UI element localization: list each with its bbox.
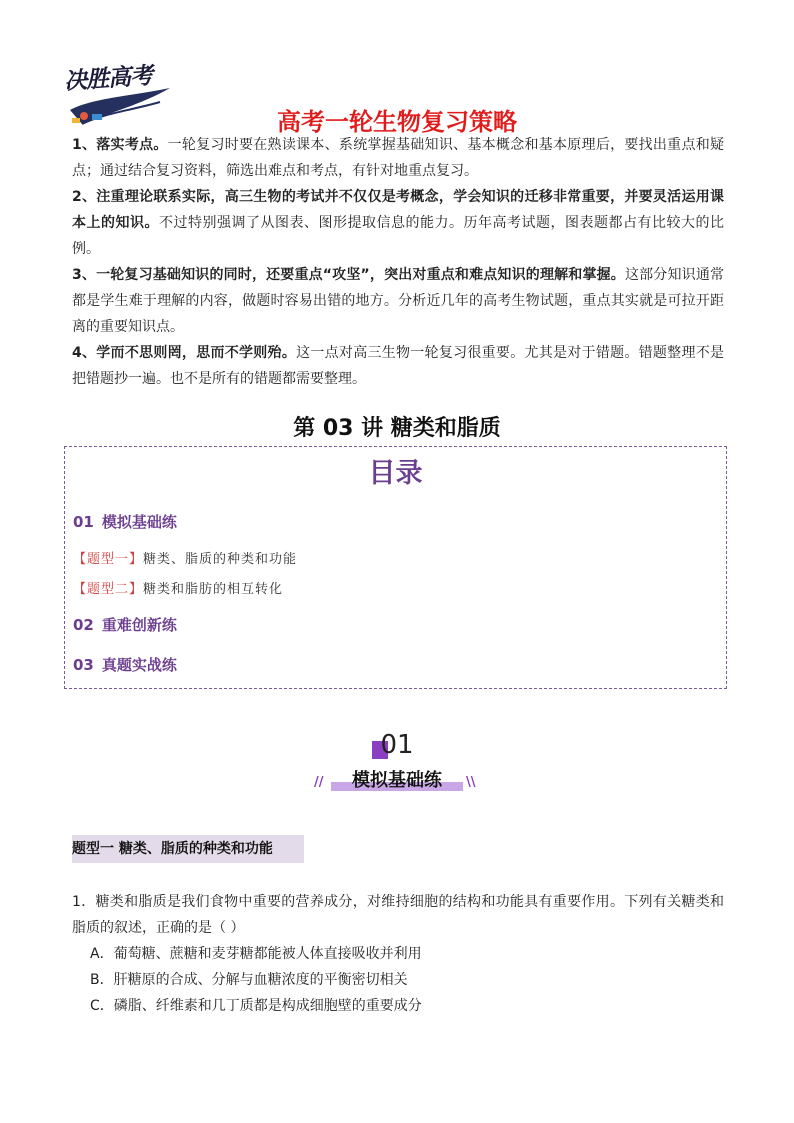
lesson-title: 第 03 讲 糖类和脂质 <box>293 416 501 441</box>
section-title: 模拟基础练 <box>352 770 442 791</box>
question-option-b[interactable]: B．肝糖原的合成、分解与血糖浓度的平衡密切相关 <box>90 972 408 988</box>
toc-section-basic[interactable] <box>73 511 177 532</box>
section-left-mark: // <box>314 775 324 790</box>
toc-subitem-label: 糖类、脂质的种类和功能 <box>143 552 298 567</box>
section-right-mark: \\ <box>466 775 476 790</box>
strategy-item-lead: 3、一轮复习基础知识的同时，还要重点“攻坚”，突出对重点和难点知识的理解和掌握。 <box>72 267 625 283</box>
strategy-item-text: 这部分知识通常都是学生难于理解的内容，做题时容易出错的地方。分析近几年的高考生物试题，重点其实就是可拉开距离的重要知识点。 <box>72 267 724 335</box>
toc-subitem-tag: 【题型二】 <box>73 582 144 597</box>
toc-title: 目录 <box>368 458 423 489</box>
section-number: 01 <box>380 730 414 760</box>
toc-section-real-exam[interactable] <box>73 654 177 675</box>
toc-section-number: 03 <box>73 656 94 674</box>
strategy-item-lead: 4、学而不思则罔，思而不学则殆。 <box>72 345 297 361</box>
logo-text: 决胜高考 <box>63 61 153 96</box>
strategy-item <box>72 184 724 262</box>
strategy-item-text: 一轮复习时要在熟读课本、系统掌握基础知识、基本概念和基本原理后，要找出重点和疑点；通过结合复习资料，筛选出难点和考点，有针对地重点复习。 <box>72 137 724 179</box>
question-option-a[interactable]: A．葡萄糖、蔗糖和麦芽糖都能被人体直接吸收并利用 <box>90 946 422 962</box>
strategy-item <box>72 340 724 392</box>
question-stem: 1．糖类和脂质是我们食物中重要的营养成分，对维持细胞的结构和功能具有重要作用。下列有关糖类和脂质的叙述，正确的是（ ） <box>72 894 724 936</box>
toc-subitem-type2[interactable] <box>73 578 283 597</box>
toc-subitem-tag: 【题型一】 <box>73 552 144 567</box>
toc-section-advanced[interactable] <box>73 614 177 635</box>
strategy-list <box>72 132 724 392</box>
page-title: 高考一轮生物复习策略 <box>277 108 517 136</box>
question-option-c[interactable]: C．磷脂、纤维素和几丁质都是构成细胞壁的重要成分 <box>90 998 422 1014</box>
toc-subitem-type1[interactable] <box>73 548 297 567</box>
table-of-contents <box>64 446 727 689</box>
question-type-heading: 题型一 糖类、脂质的种类和功能 <box>72 835 304 863</box>
toc-section-number: 02 <box>73 616 94 634</box>
question-1 <box>72 889 724 1019</box>
strategy-item-text: 不过特别强调了从图表、图形提取信息的能力。历年高考试题，图表题都占有比较大的比例。 <box>72 215 724 257</box>
toc-section-label: 真题实战练 <box>101 656 177 674</box>
strategy-item-text: 这一点对高三生物一轮复习很重要。尤其是对于错题。错题整理不是把错题抄一遍。也不是所有的错题都需要整理。 <box>72 345 725 387</box>
toc-subitem-label: 糖类和脂肪的相互转化 <box>143 582 284 597</box>
strategy-item <box>72 262 724 340</box>
toc-section-label: 模拟基础练 <box>101 513 177 531</box>
strategy-item-lead: 1、落实考点。 <box>72 137 168 153</box>
strategy-item <box>72 132 724 184</box>
toc-section-number: 01 <box>73 513 94 531</box>
toc-section-label: 重难创新练 <box>101 616 177 634</box>
strategy-item-lead: 2、注重理论联系实际，高三生物的考试并不仅仅是考概念，学会知识的迁移非常重要，并要灵活运用课本上的知识。 <box>72 189 724 231</box>
